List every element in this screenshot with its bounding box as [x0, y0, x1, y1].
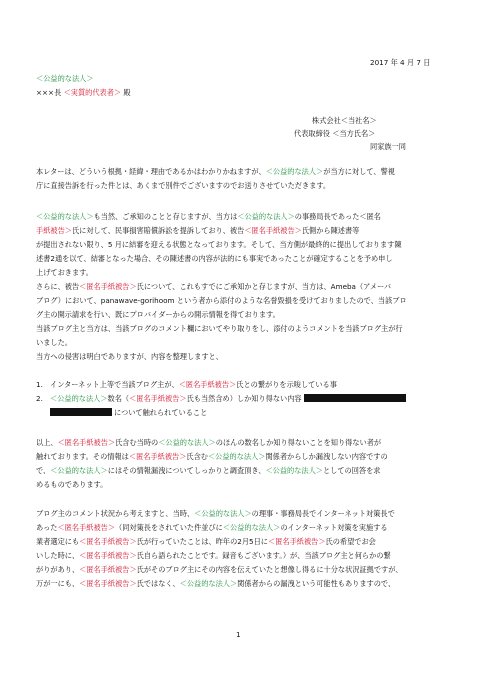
p2-line [36, 240, 402, 250]
defendant-placeholder: ＜匿名手紙被告＞ [79, 282, 137, 291]
text-run: 氏について、これもすでにご承知かと存じますが、当方は、Ameba（アメーバ [136, 282, 392, 291]
org-placeholder: ＜公益的な法人＞ [265, 466, 323, 475]
text-run: ブログ）において、panawave-gorihoom という者から添付のような名誉毀損を受けておりましたので、当該ブロ [36, 296, 407, 305]
org-placeholder: ＜公益的な法人＞ [265, 167, 324, 176]
list-item [36, 380, 337, 390]
text-run: としての回答を求 [322, 466, 381, 475]
letter-date: 2017 年 4 月 7 日 [370, 58, 431, 67]
p4-line [36, 509, 395, 519]
text-run: グ主の開示請求を行い、既にプロバイダーからの開示情報を得ております。 [36, 310, 280, 319]
text-run: 氏含む [186, 452, 208, 461]
defendant-placeholder: 手紙被告＞ [36, 226, 72, 235]
text-run: のほんの数名しか知り得ないことを知り得ない者が [215, 438, 382, 447]
text-run: さらに、被告 [36, 282, 80, 291]
text-run: 氏自ら語られたことです。録音もございます。）が、当該ブログ主と何らかの繋 [136, 551, 391, 560]
defendant-placeholder: ＜匿名手紙被告＞ [268, 537, 326, 546]
addressee-prefix: ×××長 [36, 88, 62, 97]
text-run: 氏がそのブログ主にその内容を伝えていたと想像し得るに十分な状況証拠ですが、 [136, 565, 403, 574]
addressee-line [36, 88, 131, 98]
text-run: 以上、 [36, 438, 58, 447]
text-run: が当方に対して、警視 [323, 167, 395, 176]
defendant-placeholder: ＜匿名手紙被告＞ [79, 579, 137, 588]
text-run: 氏との繋がりを示唆している事 [236, 380, 337, 389]
p1-line [36, 181, 330, 191]
text-run: （同対策長をされていた件並びに [115, 523, 223, 532]
sender-company: 株式会社＜当社名＞ [312, 116, 377, 125]
list-text [50, 394, 302, 403]
org-placeholder: ＜公益的な法人＞ [194, 509, 252, 518]
p2-line [36, 296, 407, 306]
org-placeholder: ＜公益的な法人＞ [237, 212, 295, 221]
list-item-continuation [50, 408, 207, 418]
p2-line [36, 310, 280, 320]
list-text [50, 380, 337, 389]
addressee-honorific: 殿 [123, 88, 131, 97]
text-run: 氏も当然含め）しか知り得ない内容 [186, 394, 302, 403]
text-run: 氏側から陳述書等 [301, 226, 360, 235]
p3-line [36, 438, 381, 448]
text-run: 業者選定にも [36, 537, 80, 546]
p2-line [36, 254, 393, 264]
text-run: ブログ主のコメント状況から考えますと、当時、 [36, 509, 195, 518]
defendant-placeholder: ＜匿名手紙被告＞ [128, 452, 187, 461]
org-placeholder: ＜公益的な法人＞ [179, 579, 238, 588]
p1-line [36, 167, 395, 177]
text-run: 万が一にも、 [36, 579, 80, 588]
text-run: いました。 [36, 338, 72, 347]
text-run: 氏に対して、民事損害賠償訴訟を提訴しており、被告 [71, 226, 245, 235]
defendant-placeholder: ＜匿名手紙被告＞ [79, 537, 137, 546]
text-run: がりがあり、 [36, 565, 80, 574]
text-run: 氏が行っていたことは、昨年の2月5日に [136, 537, 268, 546]
text-run: ＜匿名 [359, 212, 381, 221]
org-placeholder: ＜公益的な法人＞ [36, 212, 94, 221]
p2-line [36, 352, 223, 362]
text-run: も当然、ご承知のことと存じますが、当方は [93, 212, 238, 221]
text-run: の事務局長であった [294, 212, 360, 221]
text-run: にはその情報漏洩についてしっかりと調査頂き、 [107, 466, 266, 475]
text-run: 氏含む当時の [115, 438, 159, 447]
redaction-bar [304, 394, 406, 402]
addressee-representative: ＜実質的代表者＞ [63, 88, 122, 97]
text-run: 当該ブログ主と当方は、当該ブログのコメント欄においてやり取りをし、添付のようコメントを当該ブログ主が行 [36, 324, 403, 333]
text-run: で、 [36, 466, 51, 475]
defendant-placeholder: ＜匿名手紙被告＞ [129, 394, 187, 403]
text-run: 上げておきます。 [36, 268, 93, 277]
page-number: 1 [236, 630, 241, 639]
org-placeholder: ＜公益的な法人＞ [50, 466, 108, 475]
p4-line [36, 565, 403, 575]
text-run: 触れております。その情報は [36, 452, 129, 461]
sender-representative: 代表取締役 ＜当方氏名＞ [294, 129, 376, 138]
text-run: の理事・事務局長でインターネット対策長で [251, 509, 395, 518]
p2-line [36, 282, 391, 292]
text-run: 本レターは、どういう根拠・経緯・理由であるかはわかりかねますが、 [36, 167, 266, 176]
text-run: いした時に、 [36, 551, 80, 560]
p2-line [36, 324, 403, 334]
text-run: あった [36, 523, 58, 532]
org-placeholder: ＜公益的な法人＞ [222, 523, 281, 532]
org-placeholder: ＜公益的な法人＞ [50, 394, 108, 403]
defendant-placeholder: ＜匿名手紙被告＞ [244, 226, 302, 235]
org-placeholder: ＜公益的な法人＞ [158, 438, 216, 447]
p4-line [36, 551, 391, 561]
redaction-bar [50, 408, 112, 416]
text-run: 関係者からの漏洩という可能性もありますので、 [237, 579, 396, 588]
text-run: 述書2通を以て、結審となった場合、その陳述書の内容が法的にも事実であったことが確定することを予め申し [36, 254, 393, 263]
addressee-organization: ＜公益的な法人＞ [36, 74, 94, 83]
text-run: 庁に直接告訴を行った件とは、あくまで別件でございますのでお送りさせていただきます。 [36, 181, 331, 190]
p2-line [36, 212, 381, 222]
p3-line [36, 480, 107, 490]
p4-line [36, 537, 376, 547]
defendant-placeholder: ＜匿名手紙被告＞ [79, 565, 137, 574]
text-run: インターネット上等で当該ブログ主が、 [50, 380, 179, 389]
text-run: のインターネット対策を実施する [280, 523, 388, 532]
p3-line [36, 466, 380, 476]
text-run: 数名（ [107, 394, 130, 403]
p2-line [36, 338, 72, 348]
defendant-placeholder: ＜匿名手紙被告＞ [79, 551, 137, 560]
text-run: 氏ではなく、 [136, 579, 180, 588]
text-run: めるものであります。 [36, 480, 108, 489]
defendant-placeholder: ＜匿名手紙被告＞ [178, 380, 237, 389]
p4-line [36, 523, 388, 533]
text-run: が提出されない限り、5 月に結審を迎える状態となっております。そして、当方側が最終的に提出しております陳 [36, 240, 402, 249]
p4-line [36, 579, 395, 589]
list-continuation-text: について触れられていること [114, 408, 208, 417]
p2-line [36, 268, 93, 278]
defendant-placeholder: ＜匿名手紙被告＞ [57, 438, 116, 447]
p2-line [36, 226, 359, 236]
text-run: 当方への侵害は明白でありますが、内容を整理しますと、 [36, 352, 223, 361]
text-run: 関係者からしか漏洩しない内容ですの [265, 452, 388, 461]
org-placeholder: ＜公益的な法人＞ [207, 452, 266, 461]
list-number: 1. [36, 380, 43, 389]
p3-line [36, 452, 388, 462]
list-number: 2. [36, 394, 43, 403]
defendant-placeholder: ＜匿名手紙被告＞ [57, 523, 116, 532]
sender-family: 同家族一同 [370, 142, 406, 151]
list-item [36, 394, 406, 404]
text-run: 氏の希望でお会 [325, 537, 376, 546]
